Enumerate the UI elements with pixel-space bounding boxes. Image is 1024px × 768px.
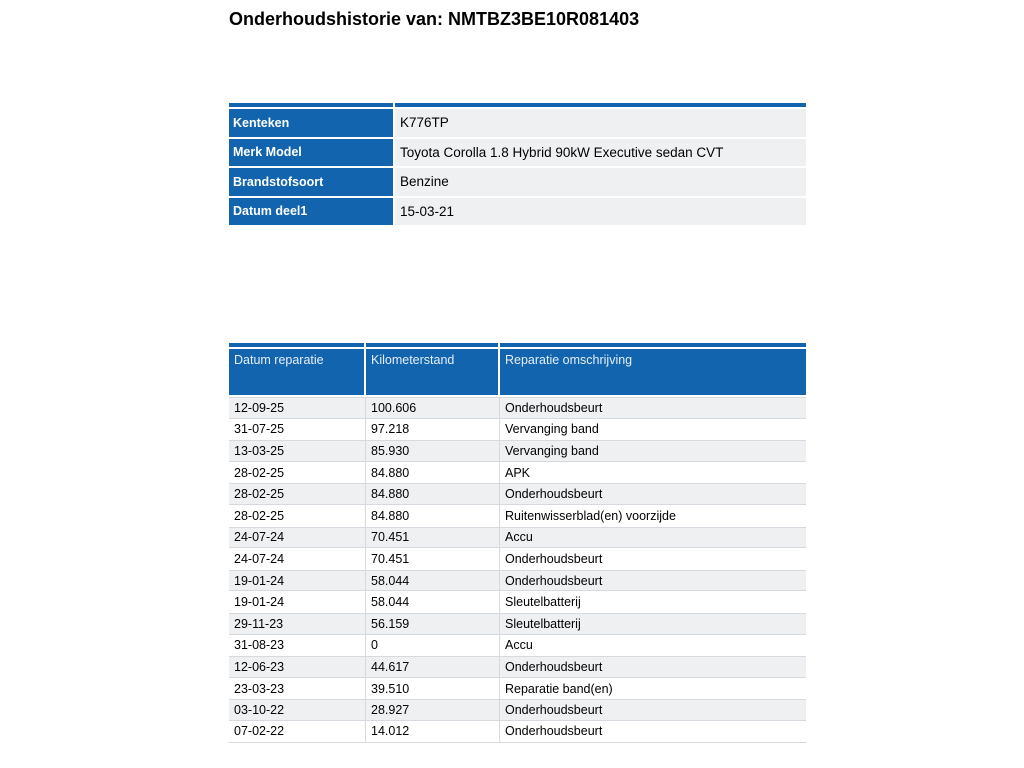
- repair-history-row: [229, 678, 806, 700]
- repair-description-cell: Onderhoudsbeurt: [500, 656, 806, 678]
- vehicle-info-row: [229, 139, 806, 169]
- vehicle-info-label: Merk Model: [229, 139, 395, 169]
- odometer-cell: 100.606: [366, 397, 500, 419]
- repair-date-cell: 24-07-24: [229, 527, 366, 549]
- repair-date-cell: 12-06-23: [229, 656, 366, 678]
- repair-description-cell: Vervanging band: [500, 419, 806, 441]
- repair-description-cell: APK: [500, 462, 806, 484]
- repair-history-row: [229, 656, 806, 678]
- vehicle-info-table: [229, 103, 806, 227]
- vehicle-info-value: Toyota Corolla 1.8 Hybrid 90kW Executive sedan CVT: [395, 139, 806, 169]
- repair-history-row: [229, 570, 806, 592]
- repair-history-row: [229, 548, 806, 570]
- repair-description-cell: Ruitenwisserblad(en) voorzijde: [500, 505, 806, 527]
- repair-description-cell: Accu: [500, 635, 806, 657]
- odometer-cell: 28.927: [366, 699, 500, 721]
- odometer-cell: 44.617: [366, 656, 500, 678]
- repair-date-cell: 28-02-25: [229, 462, 366, 484]
- repair-date-cell: 31-07-25: [229, 419, 366, 441]
- repair-history-row: [229, 699, 806, 721]
- odometer-cell: 14.012: [366, 721, 500, 743]
- repair-description-cell: Onderhoudsbeurt: [500, 397, 806, 419]
- column-header-kilometerstand: Kilometerstand: [366, 349, 500, 397]
- vehicle-info-label: Kenteken: [229, 109, 395, 139]
- repair-history-row: [229, 591, 806, 613]
- repair-history-row: [229, 397, 806, 419]
- column-header-datum-reparatie: Datum reparatie: [229, 349, 366, 397]
- repair-history-row: [229, 635, 806, 657]
- repair-description-cell: Onderhoudsbeurt: [500, 570, 806, 592]
- repair-history-body: [229, 397, 806, 743]
- vehicle-info-body: [229, 109, 806, 227]
- odometer-cell: 0: [366, 635, 500, 657]
- repair-history-row: [229, 440, 806, 462]
- repair-date-cell: 19-01-24: [229, 570, 366, 592]
- odometer-cell: 97.218: [366, 419, 500, 441]
- odometer-cell: 84.880: [366, 462, 500, 484]
- repair-date-cell: 28-02-25: [229, 483, 366, 505]
- repair-description-cell: Sleutelbatterij: [500, 613, 806, 635]
- odometer-cell: 85.930: [366, 440, 500, 462]
- odometer-cell: 84.880: [366, 505, 500, 527]
- repair-description-cell: Vervanging band: [500, 440, 806, 462]
- repair-date-cell: 23-03-23: [229, 678, 366, 700]
- column-header-reparatie-omschrijving: Reparatie omschrijving: [500, 349, 806, 397]
- repair-date-cell: 03-10-22: [229, 699, 366, 721]
- repair-description-cell: Onderhoudsbeurt: [500, 721, 806, 743]
- repair-history-table: [229, 343, 806, 743]
- vehicle-info-row: [229, 198, 806, 228]
- repair-history-row: [229, 527, 806, 549]
- odometer-cell: 70.451: [366, 548, 500, 570]
- vehicle-info-value: 15-03-21: [395, 198, 806, 228]
- repair-history-row: [229, 613, 806, 635]
- odometer-cell: 58.044: [366, 591, 500, 613]
- repair-history-row: [229, 419, 806, 441]
- repair-description-cell: Reparatie band(en): [500, 678, 806, 700]
- repair-date-cell: 19-01-24: [229, 591, 366, 613]
- repair-history-row: [229, 721, 806, 743]
- repair-description-cell: Onderhoudsbeurt: [500, 548, 806, 570]
- repair-date-cell: 24-07-24: [229, 548, 366, 570]
- repair-date-cell: 28-02-25: [229, 505, 366, 527]
- vehicle-info-value: Benzine: [395, 168, 806, 198]
- repair-history-row: [229, 462, 806, 484]
- repair-date-cell: 12-09-25: [229, 397, 366, 419]
- vehicle-info-label: Datum deel1: [229, 198, 395, 228]
- odometer-cell: 58.044: [366, 570, 500, 592]
- vehicle-info-row: [229, 168, 806, 198]
- repair-description-cell: Sleutelbatterij: [500, 591, 806, 613]
- vehicle-info-label: Brandstofsoort: [229, 168, 395, 198]
- odometer-cell: 70.451: [366, 527, 500, 549]
- odometer-cell: 39.510: [366, 678, 500, 700]
- repair-history-row: [229, 483, 806, 505]
- repair-history-header-row: [229, 349, 806, 397]
- repair-date-cell: 31-08-23: [229, 635, 366, 657]
- repair-date-cell: 29-11-23: [229, 613, 366, 635]
- odometer-cell: 84.880: [366, 483, 500, 505]
- repair-date-cell: 07-02-22: [229, 721, 366, 743]
- vehicle-info-row: [229, 109, 806, 139]
- vehicle-info-value: K776TP: [395, 109, 806, 139]
- repair-description-cell: Accu: [500, 527, 806, 549]
- odometer-cell: 56.159: [366, 613, 500, 635]
- repair-date-cell: 13-03-25: [229, 440, 366, 462]
- repair-history-row: [229, 505, 806, 527]
- repair-description-cell: Onderhoudsbeurt: [500, 483, 806, 505]
- repair-description-cell: Onderhoudsbeurt: [500, 699, 806, 721]
- page-title: Onderhoudshistorie van: NMTBZ3BE10R081403: [229, 9, 640, 29]
